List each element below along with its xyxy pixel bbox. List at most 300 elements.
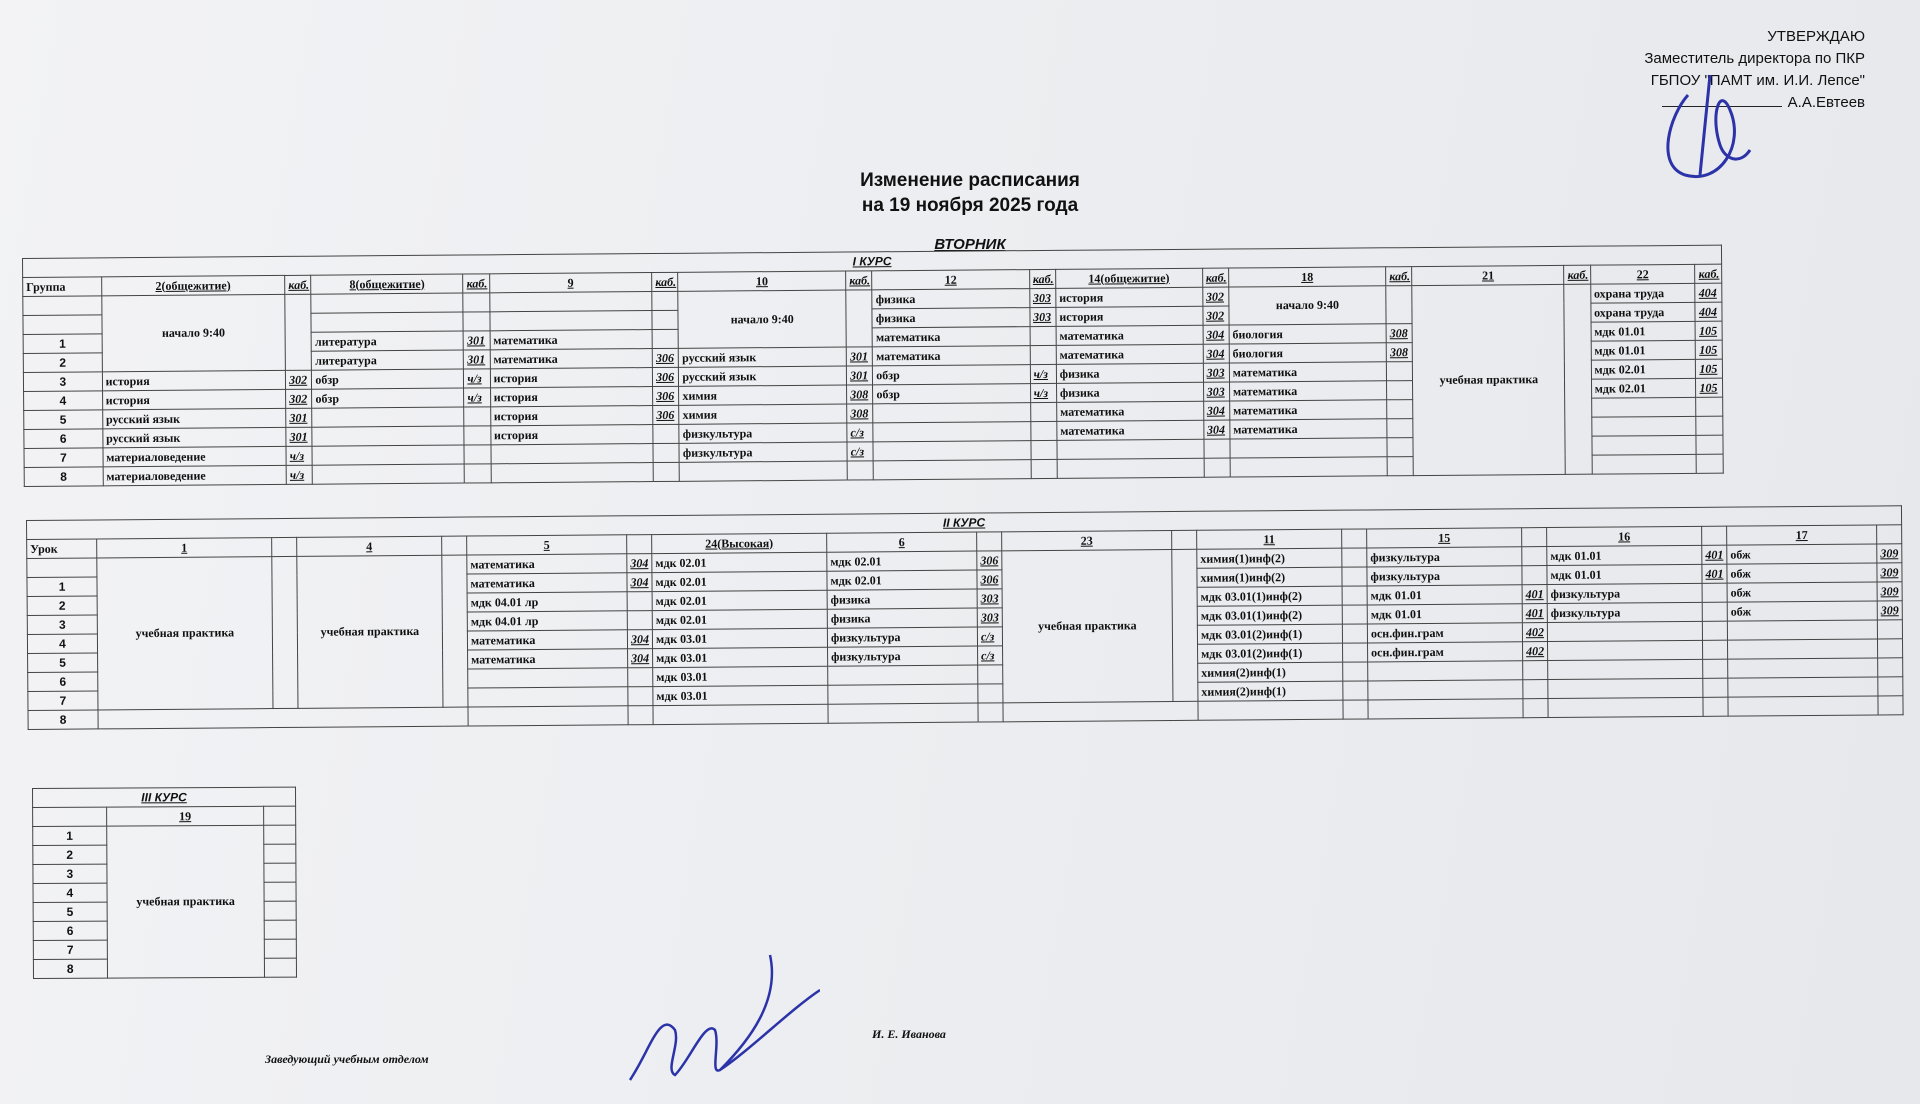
table-cell: [264, 844, 296, 863]
approval-name: А.А.Евтеев: [1787, 94, 1865, 111]
course-3-title: III КУРС: [33, 787, 296, 807]
table-cell: [653, 443, 679, 462]
title-line-1: Изменение расписания: [860, 170, 1080, 191]
table-cell: [1727, 620, 1877, 640]
table-cell: мдк 03.01: [653, 666, 828, 686]
table-cell: [1703, 678, 1728, 697]
lesson-number: 2: [33, 845, 107, 864]
table-cell: с/з: [978, 646, 1003, 665]
lesson-number: 5: [33, 902, 107, 921]
table-cell: [1368, 680, 1523, 700]
table-cell: [1342, 586, 1367, 605]
lesson-number: [23, 315, 102, 335]
lesson-number: 8: [28, 710, 98, 730]
table-cell: ч/з: [1030, 383, 1056, 402]
table-cell: физкультура: [827, 627, 977, 647]
table-cell: [978, 703, 1003, 722]
table-cell: мдк 02.01: [652, 552, 827, 572]
table-cell: [652, 329, 678, 348]
table-cell: [828, 665, 978, 685]
lesson-number: 6: [24, 429, 103, 449]
group-header: 9: [489, 273, 652, 293]
lesson-number: 5: [24, 410, 103, 430]
table-cell: [1591, 397, 1696, 417]
footer-label: Заведующий учебным отделом: [265, 1052, 429, 1066]
table-cell: [1696, 435, 1723, 454]
table-cell: история: [102, 370, 286, 390]
table-cell: [1342, 624, 1367, 643]
table-cell: 404: [1695, 283, 1722, 302]
kab-header: каб.: [652, 272, 678, 291]
table-cell: [653, 462, 679, 481]
table-cell: [463, 293, 489, 312]
table-cell: [312, 445, 464, 465]
group-header: 23: [1002, 531, 1172, 551]
course-2-body: [27, 506, 1904, 730]
lesson-number: 4: [27, 634, 97, 654]
table-cell: физика: [827, 589, 977, 609]
group-label: Группа: [23, 277, 102, 297]
table-cell: [1342, 605, 1367, 624]
table-cell: химия(2)инф(1): [1198, 662, 1343, 682]
kab-header: каб.: [846, 271, 872, 290]
table-cell: [489, 292, 652, 312]
table-cell: 304: [627, 554, 652, 573]
table-cell: [628, 668, 653, 687]
table-cell: [312, 407, 464, 427]
lesson-number: 3: [27, 615, 97, 635]
table-cell: [264, 806, 296, 825]
table-cell: 303: [1203, 382, 1229, 401]
lesson-number: 6: [28, 672, 98, 692]
table-cell: русский язык: [102, 427, 286, 447]
table-cell: 105: [1696, 378, 1723, 397]
table-cell: 105: [1696, 359, 1723, 378]
group-header: 15: [1367, 528, 1522, 548]
table-cell: с/з: [977, 627, 1002, 646]
kab-header: каб.: [1386, 267, 1412, 286]
table-cell: физкультура: [828, 646, 978, 666]
footer-signature: [620, 950, 820, 1090]
table-cell: ч/з: [464, 388, 490, 407]
table-cell: [1592, 435, 1697, 455]
course-1-title: I КУРС: [23, 245, 1722, 277]
table-cell: обзр: [873, 365, 1030, 385]
table-cell: [311, 293, 463, 313]
table-cell: математика: [467, 554, 627, 574]
group-header: 18: [1228, 267, 1385, 287]
kab-header: каб.: [285, 275, 311, 294]
table-cell: математика: [467, 630, 627, 650]
table-cell: [1386, 286, 1413, 324]
table-cell: 304: [1203, 401, 1229, 420]
table-cell: математика: [1230, 419, 1387, 439]
table-cell: [265, 939, 297, 958]
table-cell: мдк 02.01: [652, 571, 827, 591]
lesson-number: 7: [24, 448, 103, 468]
table-cell: 301: [286, 408, 312, 427]
table-cell: физкультура: [1547, 602, 1702, 622]
table-cell: [1368, 699, 1523, 719]
table-cell: 301: [286, 427, 312, 446]
weekday-label: ВТОРНИК: [934, 236, 1006, 253]
title-line-2: на 19 ноября 2025 года: [861, 195, 1079, 216]
footer-name: И. Е. Иванова: [872, 1027, 946, 1041]
table-cell: мдк 01.01: [1591, 340, 1696, 360]
table-cell: мдк 02.01: [827, 570, 977, 590]
group-header: 16: [1547, 526, 1702, 546]
table-cell: [1030, 421, 1056, 440]
table-cell: химия: [679, 404, 847, 424]
table-cell: мдк 01.01: [1547, 545, 1702, 565]
table-cell: [977, 532, 1002, 551]
table-cell: 309: [1877, 563, 1902, 582]
practice-note: учебная практика: [297, 555, 443, 708]
table-cell: [1387, 438, 1413, 457]
approval-signature: [1650, 55, 1760, 185]
group-header: 24(Высокая): [652, 533, 827, 553]
table-cell: [1030, 326, 1056, 345]
lesson-number: 2: [23, 353, 102, 373]
table-cell: [33, 807, 107, 826]
table-cell: мдк 02.01: [1591, 359, 1696, 379]
table-cell: [1343, 643, 1368, 662]
table-cell: обзр: [873, 384, 1030, 404]
start-note: начало 9:40: [1229, 286, 1387, 325]
table-cell: мдк 04.01 лр: [467, 592, 627, 612]
table-cell: история: [490, 406, 653, 426]
table-cell: 308: [1386, 324, 1412, 343]
table-row: [33, 825, 296, 845]
kab-header: каб.: [1564, 265, 1590, 284]
table-cell: [1030, 402, 1056, 421]
table-cell: 304: [1203, 344, 1229, 363]
table-cell: 306: [977, 551, 1002, 570]
table-cell: [1172, 549, 1198, 701]
table-cell: [652, 310, 678, 329]
table-cell: [490, 311, 653, 331]
table-cell: [311, 312, 463, 332]
table-cell: математика: [490, 349, 653, 369]
table-cell: [1591, 416, 1696, 436]
table-cell: [1387, 457, 1413, 476]
table-cell: история: [1056, 306, 1203, 326]
table-cell: [1343, 681, 1368, 700]
table-cell: [1387, 381, 1413, 400]
course-3-table: [32, 787, 297, 979]
table-cell: [1547, 621, 1702, 641]
lesson-number: 4: [24, 391, 103, 411]
table-cell: 309: [1877, 544, 1902, 563]
table-cell: биология: [1229, 343, 1386, 363]
table-cell: история: [490, 425, 653, 445]
lesson-number: 7: [33, 940, 107, 959]
table-cell: [1877, 620, 1902, 639]
table-cell: 303: [1029, 288, 1055, 307]
table-cell: мдк 03.01(2)инф(1): [1198, 643, 1343, 663]
table-cell: физкультура: [679, 423, 847, 443]
table-cell: физкультура: [679, 442, 847, 462]
table-cell: [828, 703, 978, 723]
table-cell: [1727, 639, 1877, 659]
practice-note: учебная практика: [97, 557, 273, 710]
table-cell: охрана труда: [1590, 283, 1695, 303]
table-cell: история: [490, 387, 653, 407]
table-cell: [1387, 419, 1413, 438]
table-cell: [1696, 397, 1723, 416]
table-cell: [628, 706, 653, 725]
table-cell: математика: [872, 327, 1029, 347]
table-cell: [978, 684, 1003, 703]
table-cell: мдк 01.01: [1367, 585, 1522, 605]
table-cell: мдк 03.01: [653, 647, 828, 667]
table-cell: физика: [872, 289, 1029, 309]
table-cell: [1697, 454, 1724, 473]
table-cell: 301: [846, 366, 872, 385]
table-cell: [1728, 677, 1878, 697]
practice-note: учебная практика: [1412, 284, 1566, 475]
lesson-number: 2: [27, 596, 97, 616]
table-cell: математика: [873, 346, 1030, 366]
table-cell: обзр: [312, 369, 464, 389]
table-cell: [873, 422, 1030, 442]
table-cell: [873, 460, 1030, 480]
table-cell: биология: [1229, 324, 1386, 344]
table-cell: [468, 687, 628, 707]
table-cell: обзр: [312, 388, 464, 408]
kab-header: каб.: [463, 274, 489, 293]
table-cell: [1204, 458, 1230, 477]
approval-title: УТВЕРЖДАЮ: [1767, 28, 1865, 45]
table-cell: [1548, 659, 1703, 679]
table-cell: математика: [1056, 325, 1203, 345]
course-3-body: [33, 787, 297, 978]
table-cell: ч/з: [1030, 364, 1056, 383]
table-cell: [1878, 677, 1903, 696]
approval-position: Заместитель директора по ПКР: [1644, 50, 1865, 67]
table-cell: [1057, 458, 1204, 478]
course-2-title: II КУРС: [27, 506, 1902, 540]
table-cell: 303: [977, 608, 1002, 627]
table-cell: обж: [1727, 544, 1877, 564]
table-cell: [1230, 457, 1387, 477]
table-cell: 304: [627, 573, 652, 592]
group-header: 12: [872, 270, 1029, 290]
course-1-table: [22, 245, 1724, 487]
table-cell: [846, 290, 873, 347]
table-cell: [1522, 547, 1547, 566]
table-cell: математика: [1056, 344, 1203, 364]
table-cell: [442, 536, 467, 555]
group-header: 14(общежитие): [1055, 268, 1202, 288]
table-cell: [265, 958, 297, 977]
table-cell: 309: [1877, 582, 1902, 601]
table-cell: [1523, 661, 1548, 680]
table-cell: химия(1)инф(2): [1197, 548, 1342, 568]
table-cell: литература: [311, 331, 463, 351]
table-cell: [627, 535, 652, 554]
table-cell: осн.фин.грам: [1367, 623, 1522, 643]
table-cell: мдк 03.01(1)инф(2): [1197, 605, 1342, 625]
table-cell: математика: [1229, 381, 1386, 401]
table-cell: [627, 611, 652, 630]
table-cell: [628, 687, 653, 706]
table-cell: 401: [1702, 564, 1727, 583]
group-header: 6: [827, 532, 977, 552]
table-cell: [1386, 362, 1412, 381]
table-cell: [1387, 400, 1413, 419]
table-cell: ч/з: [286, 446, 312, 465]
table-cell: история: [490, 368, 653, 388]
table-cell: ч/з: [286, 465, 312, 484]
kab-header: каб.: [1202, 268, 1228, 287]
start-note: начало 9:40: [678, 290, 846, 348]
table-cell: химия(1)инф(2): [1197, 567, 1342, 587]
table-cell: [1031, 440, 1057, 459]
table-cell: [265, 901, 297, 920]
table-cell: [828, 684, 978, 704]
table-cell: охрана труда: [1590, 302, 1695, 322]
table-cell: [1172, 530, 1197, 549]
start-note: начало 9:40: [101, 294, 285, 371]
table-cell: [1696, 416, 1723, 435]
table-cell: мдк 01.01: [1591, 321, 1696, 341]
table-cell: русский язык: [679, 347, 847, 367]
table-cell: мдк 02.01: [1591, 378, 1696, 398]
course-2-table: [26, 505, 1904, 730]
group-header: 2(общежитие): [101, 275, 285, 295]
lesson-number: 6: [33, 921, 107, 940]
group-header: 5: [467, 535, 627, 555]
table-cell: [312, 426, 464, 446]
table-cell: [98, 707, 468, 729]
table-cell: [1702, 526, 1727, 545]
table-cell: математика: [467, 573, 627, 593]
table-cell: [679, 461, 847, 481]
table-cell: [1564, 284, 1592, 474]
table-cell: осн.фин.грам: [1368, 642, 1523, 662]
table-cell: 401: [1522, 604, 1547, 623]
table-cell: [1702, 640, 1727, 659]
lesson-number: 1: [33, 826, 107, 845]
table-cell: [464, 407, 490, 426]
table-cell: мдк 02.01: [652, 609, 827, 629]
table-cell: [1031, 459, 1057, 478]
table-cell: [1592, 454, 1697, 474]
lesson-number: 4: [33, 883, 107, 902]
table-cell: [1342, 567, 1367, 586]
kab-header: каб.: [1029, 269, 1055, 288]
table-cell: [653, 704, 828, 724]
table-cell: [1522, 566, 1547, 585]
table-cell: мдк 03.01(1)инф(2): [1197, 586, 1342, 606]
lesson-number: 5: [28, 653, 98, 673]
table-cell: [1548, 640, 1703, 660]
table-cell: [1523, 699, 1548, 718]
table-cell: 306: [653, 386, 679, 405]
table-cell: [652, 291, 678, 310]
table-row: [33, 787, 296, 807]
table-cell: [1548, 678, 1703, 698]
table-cell: [1877, 525, 1902, 544]
table-cell: [264, 882, 296, 901]
table-cell: 401: [1702, 545, 1727, 564]
table-cell: математика: [490, 330, 653, 350]
kab-header: каб.: [1695, 264, 1722, 283]
table-cell: [1702, 602, 1727, 621]
lesson-number: 3: [23, 372, 102, 392]
table-cell: [1343, 700, 1368, 719]
group-header: 4: [297, 536, 442, 556]
table-cell: физкультура: [1367, 547, 1522, 567]
table-cell: с/з: [847, 423, 873, 442]
table-cell: математика: [468, 649, 628, 669]
table-cell: 402: [1523, 642, 1548, 661]
table-cell: математика: [1229, 362, 1386, 382]
table-cell: химия: [679, 385, 847, 405]
table-cell: химия(2)инф(1): [1198, 681, 1343, 701]
table-cell: [468, 668, 628, 688]
table-cell: [272, 537, 297, 556]
table-cell: 304: [1203, 420, 1229, 439]
table-cell: [285, 294, 312, 370]
table-cell: [442, 555, 468, 707]
table-cell: ч/з: [464, 369, 490, 388]
table-cell: математика: [1056, 401, 1203, 421]
table-cell: [463, 312, 489, 331]
table-cell: математика: [1057, 420, 1204, 440]
table-cell: мдк 02.01: [652, 590, 827, 610]
table-cell: [1702, 621, 1727, 640]
table-cell: [312, 464, 464, 484]
group-header: 11: [1197, 529, 1342, 549]
course-1-body: [23, 245, 1724, 486]
table-cell: 303: [1203, 363, 1229, 382]
table-cell: [1342, 548, 1367, 567]
lesson-number: 8: [33, 959, 107, 978]
lesson-number: 8: [24, 467, 103, 487]
table-cell: [264, 863, 296, 882]
table-cell: 402: [1522, 623, 1547, 642]
table-cell: [873, 403, 1030, 423]
table-cell: [1522, 528, 1547, 547]
table-cell: материаловедение: [103, 446, 287, 466]
table-cell: 105: [1696, 340, 1723, 359]
document-title: [760, 168, 1180, 218]
table-cell: [464, 426, 490, 445]
table-cell: [272, 556, 298, 708]
table-cell: 302: [1202, 287, 1228, 306]
group-header: 19: [106, 806, 264, 826]
table-cell: 304: [627, 630, 652, 649]
table-cell: русский язык: [679, 366, 847, 386]
table-cell: мдк 03.01: [653, 685, 828, 705]
table-cell: физика: [1056, 363, 1203, 383]
table-cell: математика: [1230, 400, 1387, 420]
group-header: 21: [1412, 265, 1564, 285]
table-cell: обж: [1727, 563, 1877, 583]
table-cell: [1703, 697, 1728, 716]
group-header: 17: [1727, 525, 1877, 545]
table-cell: [1878, 658, 1903, 677]
table-cell: 301: [463, 331, 489, 350]
table-cell: материаловедение: [103, 465, 287, 485]
table-row: [33, 806, 296, 826]
table-cell: [1003, 701, 1198, 722]
table-cell: [465, 464, 491, 483]
table-cell: физкультура: [1367, 566, 1522, 586]
table-cell: [1204, 439, 1230, 458]
